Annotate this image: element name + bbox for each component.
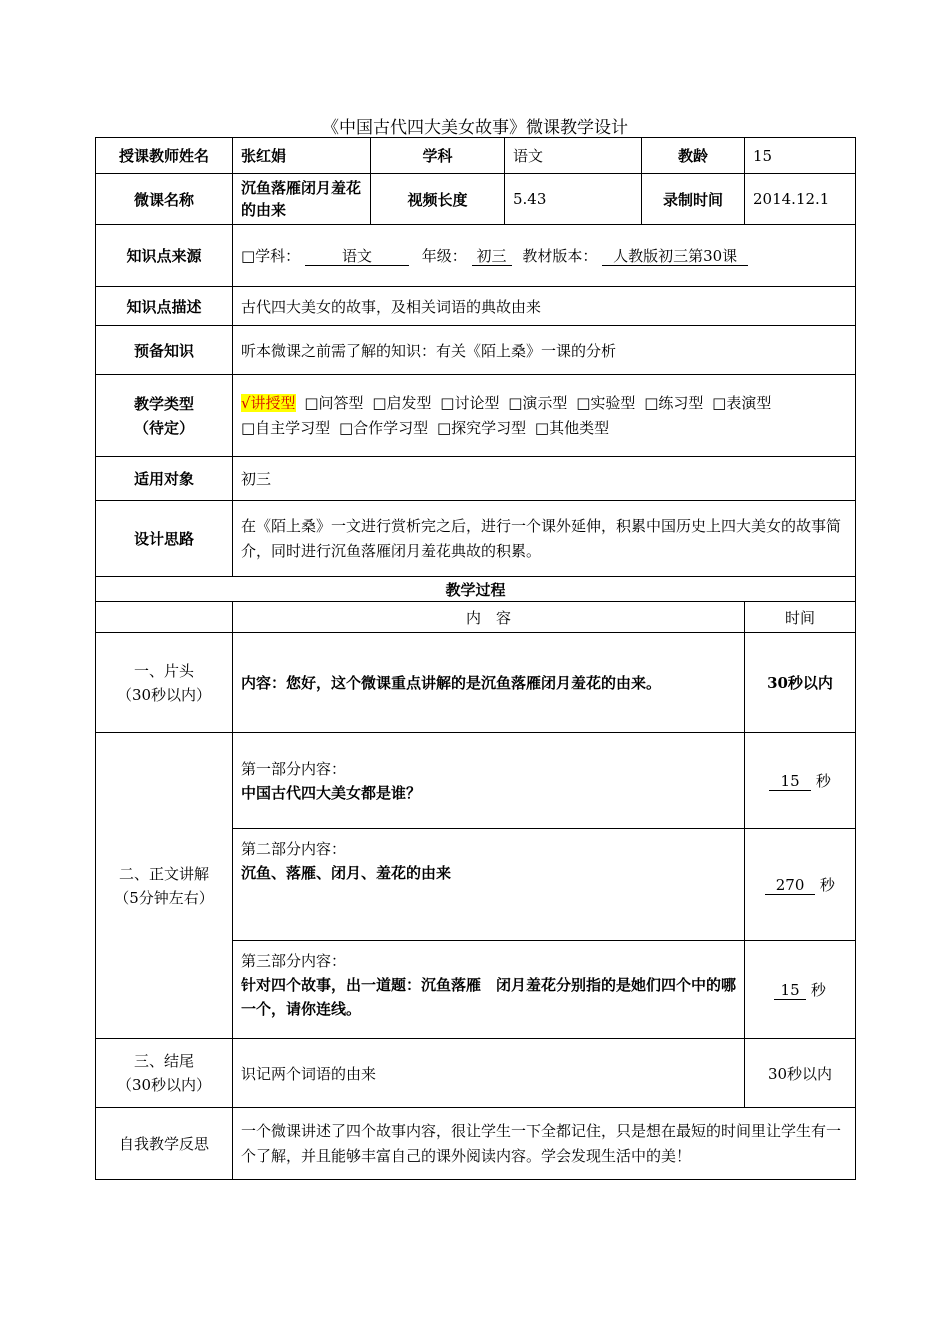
target-label: 适用对象 — [96, 457, 233, 501]
body-label — [96, 733, 233, 1039]
part1-time-unit: 秒 — [815, 772, 831, 790]
column-time: 时间 — [745, 602, 856, 633]
type-option: □表演型 — [712, 393, 772, 412]
type-option: □练习型 — [644, 393, 704, 412]
process-header-row — [96, 577, 856, 602]
type-option: □其他类型 — [534, 418, 610, 437]
process-header: 教学过程 — [96, 577, 856, 602]
part3-time — [745, 941, 856, 1039]
end-label-1: 三、结尾 — [133, 1052, 194, 1070]
end-label — [96, 1039, 233, 1108]
reflect-label: 自我教学反思 — [96, 1108, 233, 1180]
type-option: □探究学习型 — [436, 418, 527, 437]
teacher-label: 授课教师姓名 — [96, 138, 233, 174]
column-content: 内 容 — [233, 602, 745, 633]
prior-row — [96, 326, 856, 375]
type-label-1: 教学类型 — [133, 394, 194, 413]
source-value — [233, 225, 856, 287]
lesson-design-table — [95, 137, 856, 1180]
desc-label: 知识点描述 — [96, 287, 233, 326]
desc-row — [96, 287, 856, 326]
type-option: □自主学习型 — [241, 418, 331, 437]
source-grade: 初三 — [472, 247, 512, 266]
design-value: 在《陌上桑》一文进行赏析完之后，进行一个课外延伸，积累中国历史上四大美女的故事简介，同时进行沉鱼落雁闭月羞花典故的积累。 — [233, 501, 856, 577]
source-row — [96, 225, 856, 287]
end-time: 30秒以内 — [745, 1039, 856, 1108]
part2-text: 沉鱼、落雁、闭月、羞花的由来 — [241, 864, 452, 882]
record-label: 录制时间 — [642, 174, 745, 225]
type-options — [233, 375, 856, 457]
type-option-lecture: √讲授型 — [241, 393, 296, 412]
course-row — [96, 174, 856, 225]
body-label-2: （5分钟左右） — [114, 888, 214, 907]
video-value: 5.43 — [505, 174, 642, 225]
teacher-row — [96, 138, 856, 174]
source-prefix: □学科： — [241, 247, 301, 265]
design-label: 设计思路 — [96, 501, 233, 577]
reflect-value: 一个微课讲述了四个故事内容，很让学生一下全都记住，只是想在最短的时间里让学生有一个了解，并且能够丰富自己的课外阅读内容。学会发现生活中的美！ — [233, 1108, 856, 1180]
body-label-1: 二、正文讲解 — [118, 864, 209, 883]
intro-label — [96, 633, 233, 733]
desc-value: 古代四大美女的故事，及相关词语的典故由来 — [233, 287, 856, 326]
intro-label-1: 一、片头 — [133, 661, 194, 680]
type-options-row-2 — [241, 416, 847, 441]
reflect-row — [96, 1108, 856, 1180]
intro-label-2: （30秒以内） — [116, 685, 212, 704]
source-label: 知识点来源 — [96, 225, 233, 287]
end-row — [96, 1039, 856, 1108]
type-option: □讨论型 — [440, 393, 500, 412]
process-columns-row — [96, 602, 856, 633]
intro-time: 30秒以内 — [745, 633, 856, 733]
type-options-row-1 — [241, 391, 847, 416]
course-value: 沉鱼落雁闭月羞花的由来 — [233, 174, 371, 225]
type-option: □启发型 — [372, 393, 432, 412]
intro-row — [96, 633, 856, 733]
end-label-2: （30秒以内） — [116, 1076, 212, 1094]
target-value: 初三 — [233, 457, 856, 501]
type-option: □问答型 — [304, 393, 364, 412]
part1-time — [745, 733, 856, 829]
teacher-value: 张红娟 — [233, 138, 371, 174]
part3-time-value: 15 — [774, 981, 806, 1000]
process-column-blank — [96, 602, 233, 633]
part1-text: 中国古代四大美女都是谁？ — [241, 783, 422, 802]
type-label-2: （待定） — [133, 418, 194, 437]
video-label: 视频长度 — [371, 174, 505, 225]
part3-content — [233, 941, 745, 1039]
source-book: 人教版初三第30课 — [602, 247, 748, 266]
part2-content — [233, 829, 745, 941]
type-option: □合作学习型 — [338, 418, 429, 437]
part2-time-unit: 秒 — [819, 876, 835, 894]
record-value: 2014.12.1 — [745, 174, 856, 225]
age-label: 教龄 — [642, 138, 745, 174]
part1-content — [233, 733, 745, 829]
design-row — [96, 501, 856, 577]
intro-content: 内容：您好，这个微课重点讲解的是沉鱼落雁闭月羞花的由来。 — [233, 633, 745, 733]
age-value: 15 — [745, 138, 856, 174]
type-option: □实验型 — [576, 393, 636, 412]
part3-title: 第三部分内容： — [241, 952, 347, 970]
part3-text: 针对四个故事，出一道题：沉鱼落雁 闭月羞花分别指的是她们四个中的哪一个，请你连线。 — [241, 976, 737, 1018]
part1-row — [96, 733, 856, 829]
subject-value: 语文 — [505, 138, 642, 174]
type-option: □演示型 — [508, 393, 568, 412]
end-content: 识记两个词语的由来 — [233, 1039, 745, 1108]
part2-time-value: 270 — [765, 876, 815, 895]
part3-time-unit: 秒 — [810, 981, 826, 999]
document-title: 《中国古代四大美女故事》微课教学设计 — [322, 118, 628, 138]
part2-title: 第二部分内容： — [241, 840, 347, 858]
target-row — [96, 457, 856, 501]
course-label: 微课名称 — [96, 174, 233, 225]
part1-time-value: 15 — [769, 772, 811, 791]
part1-title: 第一部分内容： — [241, 759, 347, 778]
prior-value: 听本微课之前需了解的知识：有关《陌上桑》一课的分析 — [233, 326, 856, 375]
type-row — [96, 375, 856, 457]
prior-label: 预备知识 — [96, 326, 233, 375]
type-label — [96, 375, 233, 457]
source-grade-label: 年级： — [421, 247, 467, 265]
subject-label: 学科 — [371, 138, 505, 174]
part2-time — [745, 829, 856, 941]
source-subject: 语文 — [305, 247, 409, 266]
source-book-label: 教材版本： — [522, 247, 598, 265]
